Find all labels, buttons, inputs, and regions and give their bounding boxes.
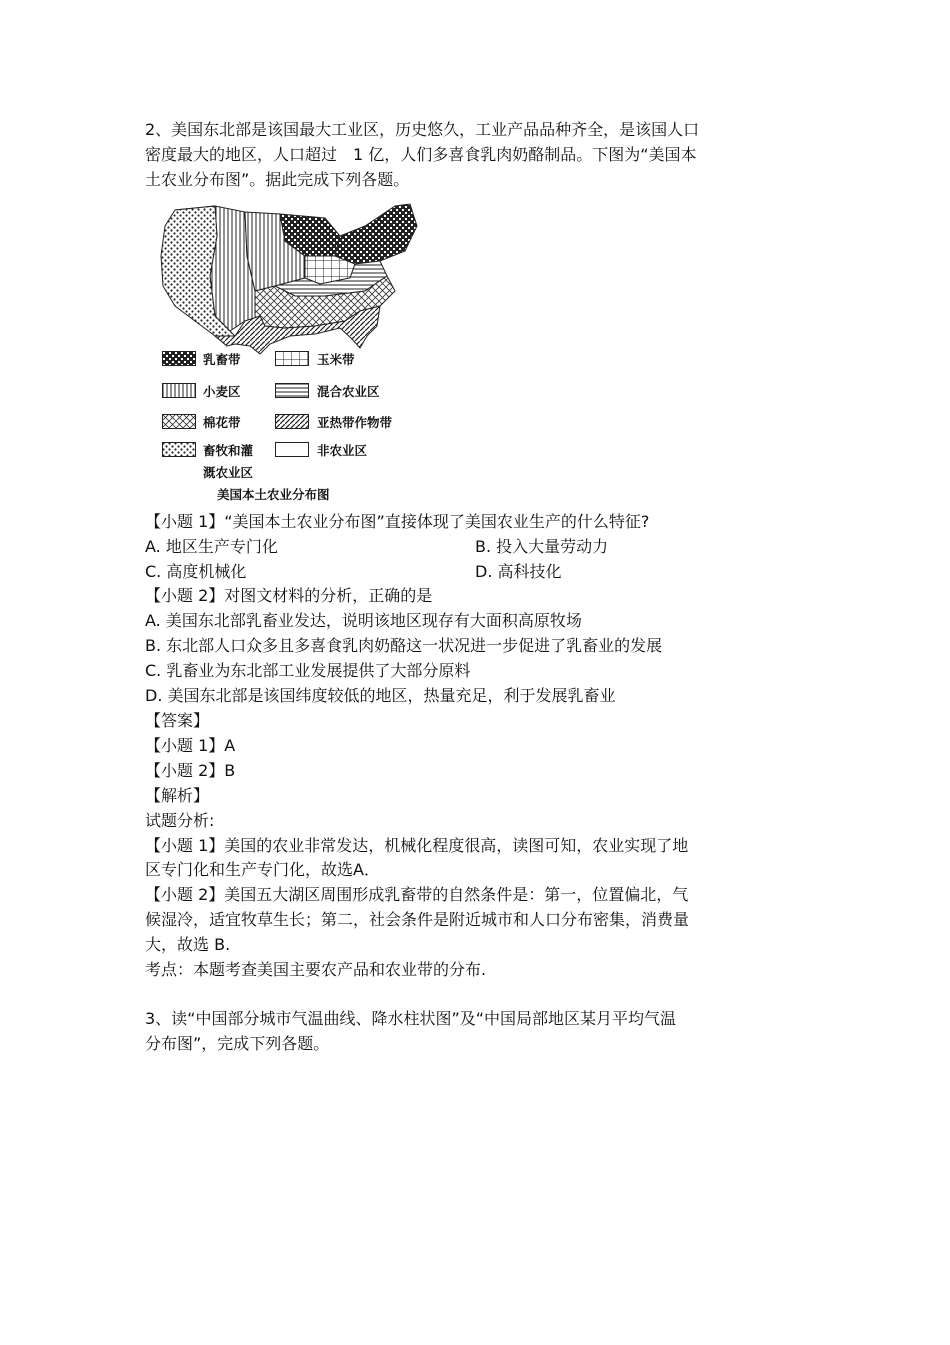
legend-label-wheat: 小麦区 [203,384,241,399]
legend-label-dairy: 乳畜带 [203,352,241,367]
legend-item-non-agricultural [275,442,309,461]
legend-label-ranch-continued: 溉农业区 [203,465,254,480]
legend-label-ranch: 畜牧和灌 [203,443,254,458]
q3-intro-line-2: 分布图”，完成下列各题。 [145,1034,330,1053]
q2-sub2-option-a: A. 美国东北部乳畜业发达，说明该地区现存有大面积高原牧场 [145,611,582,630]
analysis-line-1: 试题分析: [145,811,215,830]
legend-label-mixed: 混合农业区 [317,384,380,399]
legend-item-mixed [275,383,309,402]
q2-sub2-option-b: B. 东北部人口众多且多喜食乳肉奶酪这一状况进一步促进了乳畜业的发展 [145,636,663,655]
q2-sub1-option-a: A. 地区生产专门化 [145,537,278,556]
legend-label-cotton: 棉花带 [203,415,241,430]
analysis-line-3: 区专门化和生产专门化，故选A． [145,860,380,879]
analysis-line-5: 候湿冷，适宜牧草生长；第二，社会条件是附近城市和人口分布密集，消费量 [145,910,690,929]
answer-sub1: 【小题 1】A [145,736,236,755]
analysis-line-6: 大，故选 B. [145,935,231,954]
q2-intro-line-2: 密度最大的地区，人口超过 1 亿，人们多喜食乳肉奶酪制品。下图为“美国本 [145,145,697,164]
q2-sub1-option-d: D. 高科技化 [475,562,562,581]
legend-item-subtropical [275,414,309,433]
q2-sub2-option-d: D. 美国东北部是该国纬度较低的地区，热量充足，利于发展乳畜业 [145,686,616,705]
map-caption: 美国本土农业分布图 [217,487,330,502]
legend-item-corn [275,351,309,370]
legend-item-wheat [162,383,196,402]
analysis-line-7: 考点：本题考查美国主要农产品和农业带的分布. [145,960,487,979]
analysis-line-4: 【小题 2】美国五大湖区周围形成乳畜带的自然条件是：第一，位置偏北，气 [145,885,689,904]
legend-item-dairy [162,351,196,370]
legend-label-non-agricultural: 非农业区 [317,443,368,458]
q2-sub2-stem: 【小题 2】对图文材料的分析，正确的是 [145,586,433,605]
legend-label-corn: 玉米带 [317,352,355,367]
q2-sub1-stem: 【小题 1】“美国本土农业分布图”直接体现了美国农业生产的什么特征? [145,512,650,531]
q2-intro-line-1: 2、美国东北部是该国最大工业区，历史悠久，工业产品品种齐全，是该国人口 [145,120,700,139]
q2-sub1-option-b: B. 投入大量劳动力 [475,537,609,556]
answer-sub2: 【小题 2】B [145,761,236,780]
legend-label-subtropical: 亚热带作物带 [317,415,393,430]
q2-intro-line-3: 土农业分布图”。据此完成下列各题。 [145,170,410,189]
us-agriculture-map-figure [155,196,425,502]
analysis-line-2: 【小题 1】美国的农业非常发达，机械化程度很高，读图可知，农业实现了地 [145,836,689,855]
q2-sub1-option-c: C. 高度机械化 [145,562,247,581]
legend-item-ranch [162,442,196,461]
q2-sub2-option-c: C. 乳畜业为东北部工业发展提供了大部分原料 [145,661,471,680]
analysis-heading: 【解析】 [145,786,210,805]
q3-intro-line-1: 3、读“中国部分城市气温曲线、降水柱状图”及“中国局部地区某月平均气温 [145,1009,677,1028]
answer-heading: 【答案】 [145,711,210,730]
legend-item-cotton [162,414,196,433]
